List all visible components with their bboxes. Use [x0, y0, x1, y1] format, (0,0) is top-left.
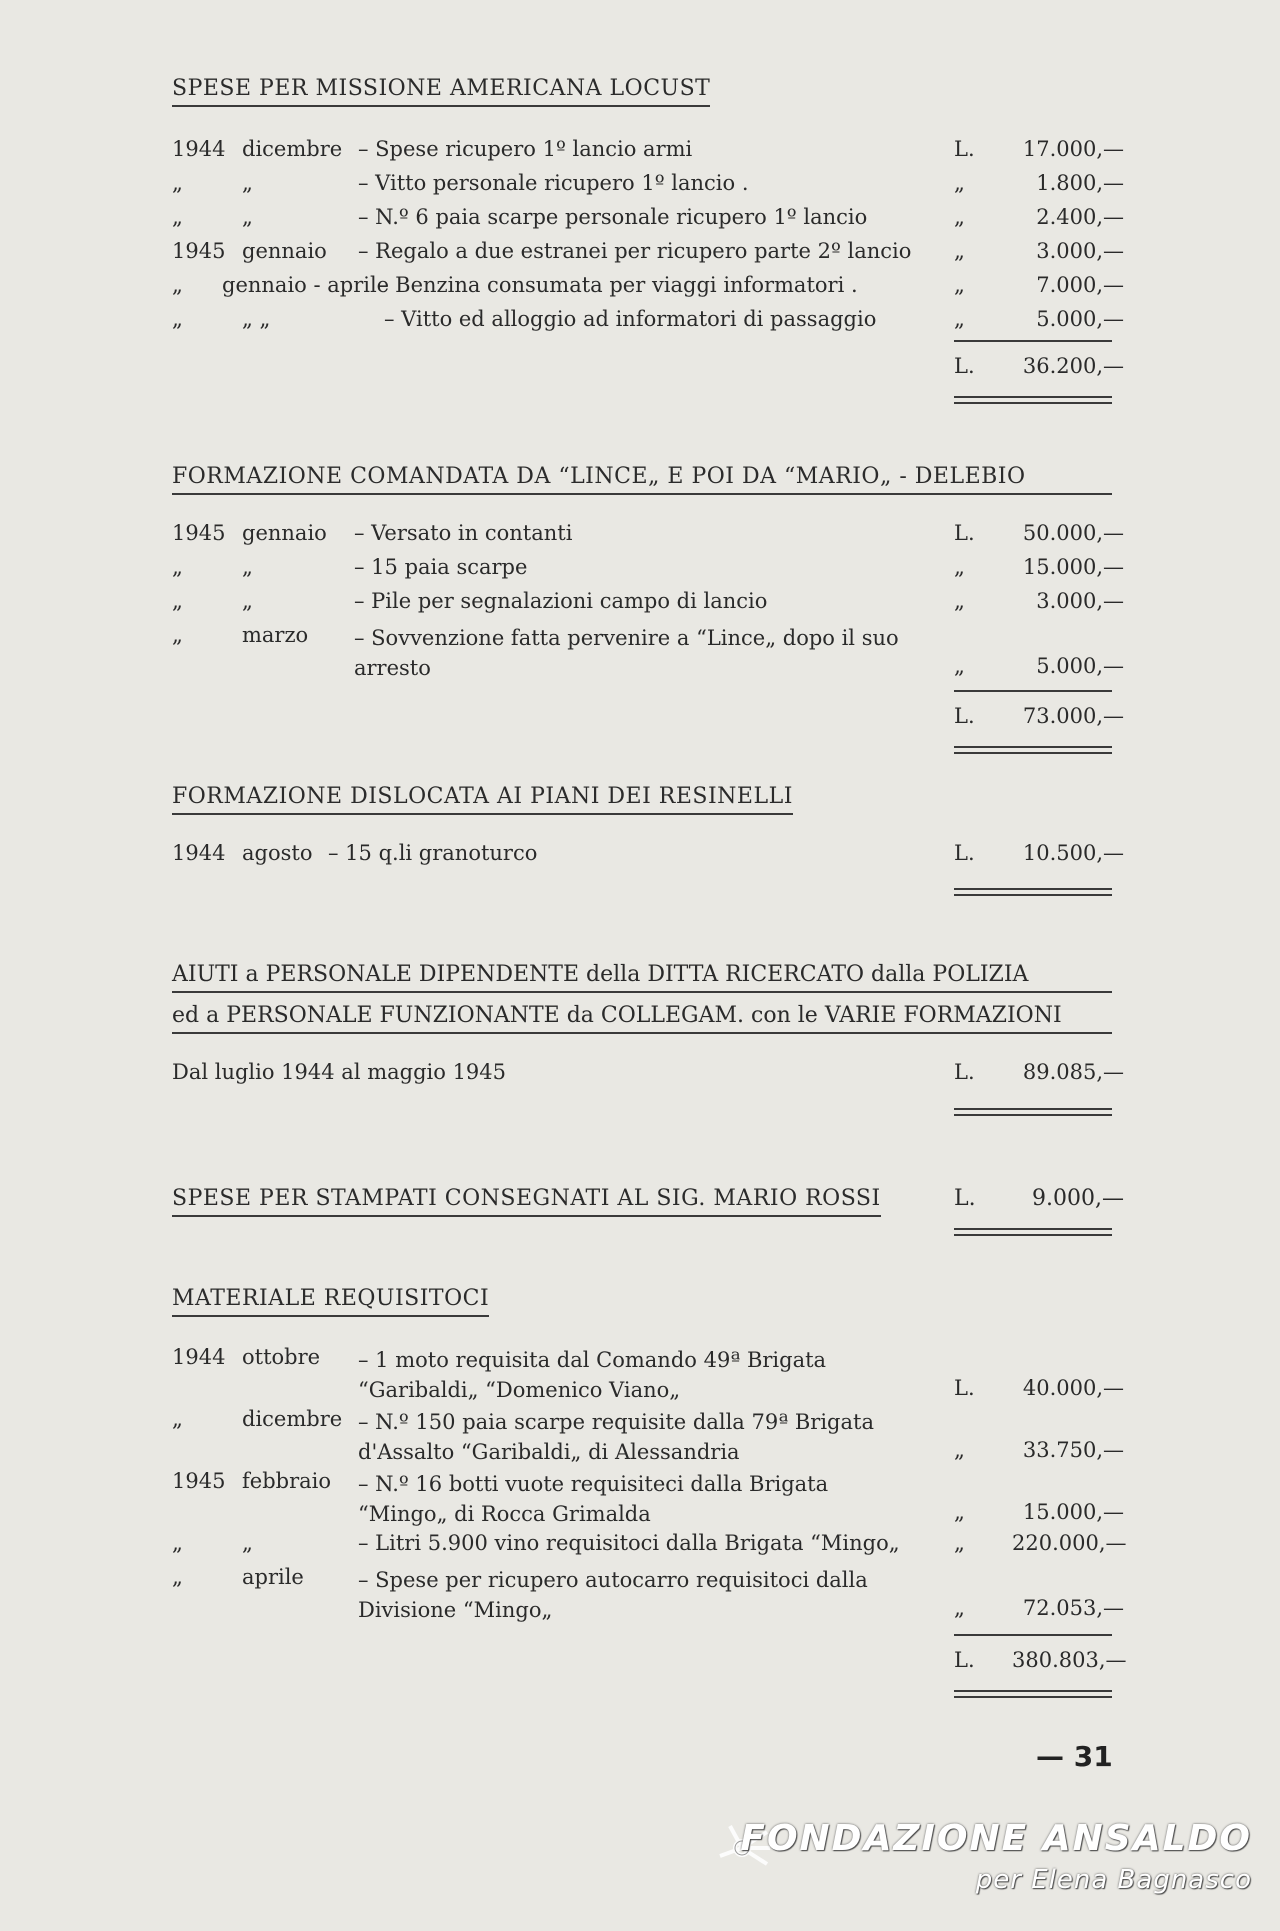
- row-year: 1945: [172, 1469, 226, 1493]
- section-heading: SPESE PER MISSIONE AMERICANA LOCUST: [172, 76, 710, 107]
- total-amount: 380.803,—: [1012, 1648, 1127, 1672]
- row-amount: 5.000,—: [1036, 654, 1124, 678]
- total-double-rule: [954, 396, 1112, 404]
- total-row: [172, 1648, 1127, 1682]
- total-double-rule: [954, 1690, 1112, 1698]
- section-lince: [172, 464, 1124, 728]
- table-row: [172, 239, 1124, 273]
- section-heading: FORMAZIONE DISLOCATA AI PIANI DEI RESINELLI: [172, 784, 793, 815]
- row-description: – N.º 150 paia scarpe requisite dalla 79ª Brigata d'Assalto “Garibaldi„ di Alessandria: [358, 1410, 874, 1464]
- section-heading: SPESE PER STAMPATI CONSEGNATI AL SIG. MARIO ROSSI: [172, 1186, 881, 1217]
- total-currency: L.: [954, 704, 975, 728]
- row-description: – Spese ricupero 1º lancio armi: [358, 137, 693, 161]
- table-row: [172, 555, 1124, 589]
- table-row: [172, 521, 1124, 555]
- row-currency: „: [954, 307, 965, 331]
- table-row: [172, 1060, 1124, 1094]
- row-description: – Vitto ed alloggio ad informatori di passaggio: [384, 307, 877, 331]
- section-heading-line1: AIUTI a PERSONALE DIPENDENTE della DITTA RICERCATO dalla POLIZIA: [172, 962, 1112, 993]
- row-currency: „: [954, 555, 965, 579]
- table-row: [172, 1186, 1124, 1226]
- table-row: [172, 589, 1124, 623]
- total-double-rule: [954, 746, 1112, 754]
- row-currency: „: [954, 1500, 965, 1524]
- row-month: gennaio: [242, 521, 327, 545]
- row-month: „: [242, 555, 253, 579]
- row-year: „: [172, 205, 183, 229]
- table-row: [172, 623, 1124, 685]
- total-row: [172, 354, 1124, 388]
- row-currency: „: [954, 239, 965, 263]
- row-amount: 5.000,—: [1036, 307, 1124, 331]
- row-month: „: [242, 1531, 253, 1555]
- watermark-title: FONDAZIONE ANSALDO: [740, 1818, 1252, 1859]
- row-description: – 15 q.li granoturco: [328, 841, 538, 865]
- row-description: – Spese per ricupero autocarro requisitoci dalla Divisione “Mingo„: [358, 1568, 868, 1622]
- row-year: „: [172, 1565, 183, 1589]
- row-amount: 17.000,—: [1022, 137, 1124, 161]
- watermark: [712, 1818, 1252, 1895]
- row-description: – N.º 16 botti vuote requisiteci dalla Brigata “Mingo„ di Rocca Grimalda: [358, 1472, 829, 1526]
- total-amount: 36.200,—: [1022, 354, 1124, 378]
- row-description: – Sovvenzione fatta pervenire a “Lince„ dopo il suo arresto: [354, 626, 899, 680]
- row-currency: „: [954, 589, 965, 613]
- row-description: – 15 paia scarpe: [354, 555, 528, 579]
- table-row: [172, 841, 1124, 875]
- table-row: [172, 1469, 1124, 1531]
- row-currency: L.: [954, 1186, 976, 1211]
- table-row: [172, 137, 1124, 171]
- table-row: [172, 273, 1124, 307]
- row-description: – Litri 5.900 vino requisitoci dalla Brigata “Mingo„: [358, 1531, 900, 1555]
- row-month: marzo: [242, 623, 309, 647]
- row-description: – Pile per segnalazioni campo di lancio: [354, 589, 768, 613]
- row-year: „: [172, 623, 183, 647]
- table-row: [172, 1345, 1124, 1407]
- section-heading-line2: ed a PERSONALE FUNZIONANTE da COLLEGAM. con le VARIE FORMAZIONI: [172, 1003, 1112, 1034]
- row-description: – Versato in contanti: [354, 521, 573, 545]
- row-amount: 1.800,—: [1036, 171, 1124, 195]
- row-currency: L.: [954, 137, 975, 161]
- table-row: [172, 1565, 1124, 1627]
- total-row: [172, 704, 1124, 738]
- row-currency: L.: [954, 1060, 975, 1084]
- row-currency: „: [954, 654, 965, 678]
- row-amount: 9.000,—: [1032, 1186, 1124, 1211]
- row-amount: 72.053,—: [1022, 1596, 1124, 1620]
- table-row: [172, 171, 1124, 205]
- row-year: 1945: [172, 239, 226, 263]
- row-currency: L.: [954, 521, 975, 545]
- row-year: „: [172, 555, 183, 579]
- row-year: 1945: [172, 521, 226, 545]
- section-heading: MATERIALE REQUISITOCI: [172, 1286, 489, 1317]
- row-year: „: [172, 307, 183, 331]
- subtotal-rule: [954, 340, 1112, 342]
- table-row: [172, 1531, 1127, 1565]
- row-currency: „: [954, 171, 965, 195]
- section-materiale: [172, 1286, 1127, 1672]
- total-currency: L.: [954, 354, 975, 378]
- row-amount: 15.000,—: [1022, 1500, 1124, 1524]
- section-heading: FORMAZIONE COMANDATA DA “LINCE„ E POI DA “MARIO„ - DELEBIO: [172, 464, 1112, 495]
- section-aiuti: [172, 962, 1124, 1094]
- total-double-rule: [954, 1228, 1112, 1236]
- row-currency: L.: [954, 1376, 975, 1400]
- row-amount: 33.750,—: [1022, 1438, 1124, 1462]
- row-currency: „: [954, 1438, 965, 1462]
- row-month: dicembre: [242, 137, 343, 161]
- row-year: 1944: [172, 137, 226, 161]
- total-currency: L.: [954, 1648, 975, 1672]
- row-month: gennaio: [242, 239, 327, 263]
- row-amount: 3.000,—: [1036, 239, 1124, 263]
- section-stampati: [172, 1186, 1124, 1226]
- row-currency: „: [954, 1531, 965, 1555]
- table-row: [172, 205, 1124, 239]
- row-month: gennaio - aprile: [222, 273, 390, 297]
- row-currency: „: [954, 273, 965, 297]
- row-month: agosto: [242, 841, 313, 865]
- row-amount: 220.000,—: [1012, 1531, 1127, 1555]
- row-year: „: [172, 589, 183, 613]
- total-double-rule: [954, 1108, 1112, 1116]
- row-currency: „: [954, 205, 965, 229]
- row-month: „: [242, 205, 253, 229]
- section-resinelli: [172, 784, 1124, 875]
- row-month: „: [242, 171, 253, 195]
- row-year: 1944: [172, 1345, 226, 1369]
- row-description: – N.º 6 paia scarpe personale ricupero 1º lancio: [358, 205, 868, 229]
- row-amount: 15.000,—: [1022, 555, 1124, 579]
- row-amount: 40.000,—: [1022, 1376, 1124, 1400]
- page-number: — 31: [1036, 1740, 1113, 1773]
- row-amount: 89.085,—: [1022, 1060, 1124, 1084]
- row-amount: 10.500,—: [1022, 841, 1124, 865]
- total-double-rule: [954, 888, 1112, 896]
- row-year: 1944: [172, 841, 226, 865]
- row-month: „ „: [242, 307, 271, 331]
- row-year: „: [172, 171, 183, 195]
- row-amount: 7.000,—: [1036, 273, 1124, 297]
- table-row: [172, 307, 1124, 341]
- row-year: „: [172, 1531, 183, 1555]
- heading-wrapper: [172, 1186, 932, 1217]
- row-month: ottobre: [242, 1345, 321, 1369]
- row-month: „: [242, 589, 253, 613]
- row-description: – Vitto personale ricupero 1º lancio .: [358, 171, 749, 195]
- row-month: dicembre: [242, 1407, 343, 1431]
- subtotal-rule: [954, 1634, 1112, 1636]
- row-month: aprile: [242, 1565, 304, 1589]
- row-currency: „: [954, 1596, 965, 1620]
- subtotal-rule: [954, 690, 1112, 692]
- row-description: – Benzina consumata per viaggi informatori .: [378, 273, 858, 297]
- total-amount: 73.000,—: [1022, 704, 1124, 728]
- row-amount: 3.000,—: [1036, 589, 1124, 613]
- row-amount: 2.400,—: [1036, 205, 1124, 229]
- section-locust: [172, 76, 1124, 378]
- row-year: „: [172, 273, 183, 297]
- row-month: febbraio: [242, 1469, 332, 1493]
- row-currency: L.: [954, 841, 975, 865]
- table-row: [172, 1407, 1124, 1469]
- watermark-subtitle: per Elena Bagnasco: [975, 1865, 1252, 1895]
- row-year: „: [172, 1407, 183, 1431]
- row-description: Dal luglio 1944 al maggio 1945: [172, 1060, 507, 1084]
- row-amount: 50.000,—: [1022, 521, 1124, 545]
- row-description: – 1 moto requisita dal Comando 49ª Brigata “Garibaldi„ “Domenico Viano„: [358, 1348, 827, 1402]
- row-description: – Regalo a due estranei per ricupero parte 2º lancio: [358, 239, 912, 263]
